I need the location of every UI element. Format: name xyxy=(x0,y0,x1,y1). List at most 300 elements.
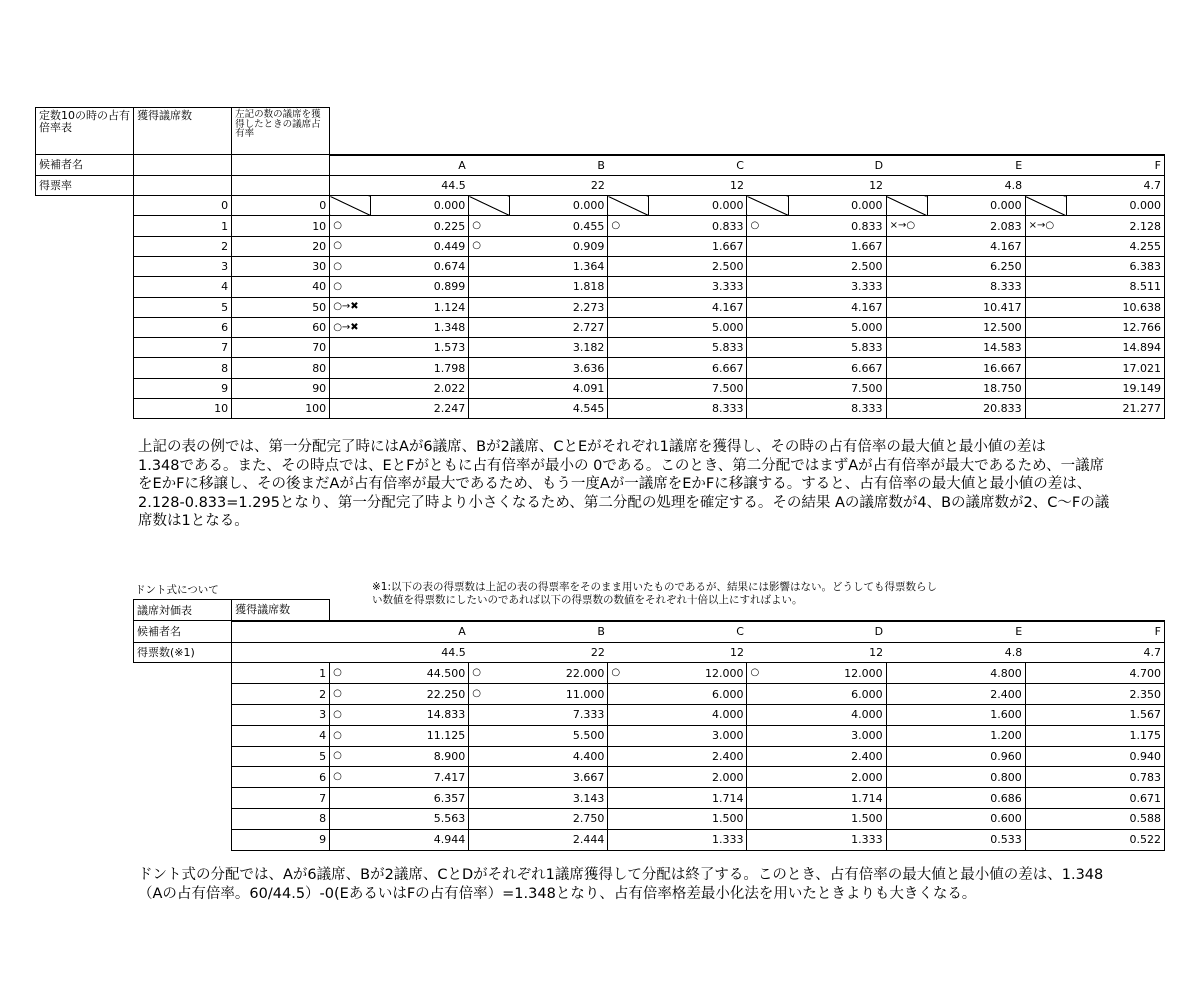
candidate-name: D xyxy=(747,621,886,642)
seat-share: 30 xyxy=(232,256,330,276)
blank-cell xyxy=(232,175,330,195)
allocation-mark xyxy=(330,338,371,358)
candidate-name: A xyxy=(330,621,469,642)
allocation-mark xyxy=(747,704,788,725)
allocation-mark: ○ xyxy=(469,216,510,236)
ratio-value: 4.167 xyxy=(788,297,886,317)
quotient-value: 4.000 xyxy=(788,704,886,725)
allocation-mark xyxy=(747,767,788,788)
candidate-name: B xyxy=(469,155,608,176)
quotient-value: 7.417 xyxy=(371,767,469,788)
ratio-value: 21.277 xyxy=(1066,399,1164,419)
quotient-value: 0.800 xyxy=(927,767,1025,788)
blank-cell xyxy=(36,378,134,398)
blank-cell xyxy=(134,746,232,767)
allocation-mark xyxy=(330,378,371,398)
allocation-mark xyxy=(469,746,510,767)
allocation-mark: ○ xyxy=(608,216,649,236)
table1-ratio-header: 左記の数の議席を獲得したときの議席占有率 xyxy=(232,108,330,155)
divisor: 2 xyxy=(232,684,330,705)
divisor: 1 xyxy=(232,663,330,684)
seat-count: 7 xyxy=(134,338,232,358)
dhondt-label: ドント式について xyxy=(135,584,219,596)
quotient-value: 2.000 xyxy=(788,767,886,788)
ratio-value: 10.417 xyxy=(927,297,1025,317)
quotient-value: 44.500 xyxy=(371,663,469,684)
ratio-value: 1.667 xyxy=(788,236,886,256)
quotient-value: 6.357 xyxy=(371,788,469,809)
quotient-value: 0.960 xyxy=(927,746,1025,767)
allocation-mark: ○ xyxy=(330,684,371,705)
ratio-value: 1.364 xyxy=(510,256,608,276)
allocation-mark xyxy=(886,236,927,256)
blank-cell xyxy=(134,829,232,850)
allocation-mark xyxy=(608,788,649,809)
allocation-mark: ○ xyxy=(330,236,371,256)
table-row xyxy=(134,746,1165,767)
allocation-mark: ○→✖ xyxy=(330,317,371,337)
allocation-mark: ○ xyxy=(330,216,371,236)
table-row xyxy=(36,378,1165,398)
allocation-mark xyxy=(608,746,649,767)
quotient-value: 4.000 xyxy=(649,704,747,725)
seat-share: 70 xyxy=(232,338,330,358)
ratio-value: 2.273 xyxy=(510,297,608,317)
diagonal-cell xyxy=(469,196,510,216)
seat-share: 60 xyxy=(232,317,330,337)
ratio-value: 2.500 xyxy=(649,256,747,276)
ratio-value: 1.573 xyxy=(371,338,469,358)
diagonal-cell xyxy=(330,196,371,216)
allocation-mark xyxy=(1025,358,1066,378)
allocation-mark xyxy=(886,684,927,705)
quotient-value: 3.000 xyxy=(649,725,747,746)
diagonal-cell xyxy=(886,196,927,216)
vote-count: 12 xyxy=(608,642,747,663)
quotient-value: 0.686 xyxy=(927,788,1025,809)
allocation-mark xyxy=(1025,236,1066,256)
allocation-mark xyxy=(1025,297,1066,317)
allocation-mark xyxy=(886,746,927,767)
ratio-value: 0.000 xyxy=(788,196,886,216)
quotient-value: 1.600 xyxy=(927,704,1025,725)
vote-rate: 12 xyxy=(747,175,886,195)
allocation-mark xyxy=(330,808,371,829)
quotient-value: 12.000 xyxy=(788,663,886,684)
divisor: 8 xyxy=(232,808,330,829)
ratio-value: 4.545 xyxy=(510,399,608,419)
allocation-mark: ○ xyxy=(330,725,371,746)
allocation-mark xyxy=(469,808,510,829)
blank-cell xyxy=(36,236,134,256)
quotient-value: 1.714 xyxy=(788,788,886,809)
table-row xyxy=(36,236,1165,256)
table-row xyxy=(134,788,1165,809)
allocation-mark xyxy=(1025,277,1066,297)
quotient-value: 2.400 xyxy=(649,746,747,767)
ratio-value: 5.833 xyxy=(788,338,886,358)
blank-cell xyxy=(134,725,232,746)
allocation-mark: ○ xyxy=(330,746,371,767)
quotient-value: 0.522 xyxy=(1066,829,1164,850)
allocation-mark xyxy=(330,829,371,850)
quotient-value: 2.750 xyxy=(510,808,608,829)
seat-share: 50 xyxy=(232,297,330,317)
quotient-value: 0.940 xyxy=(1066,746,1164,767)
table-row xyxy=(36,256,1165,276)
blank-cell xyxy=(134,155,232,176)
allocation-mark xyxy=(1025,725,1066,746)
allocation-mark: ○ xyxy=(330,704,371,725)
blank-cell xyxy=(36,358,134,378)
allocation-mark xyxy=(469,704,510,725)
quotient-value: 1.333 xyxy=(788,829,886,850)
ratio-value: 5.833 xyxy=(649,338,747,358)
allocation-mark xyxy=(886,829,927,850)
allocation-mark xyxy=(1025,746,1066,767)
divisor: 7 xyxy=(232,788,330,809)
allocation-mark xyxy=(469,378,510,398)
blank-cell xyxy=(134,684,232,705)
vote-count: 4.7 xyxy=(1025,642,1164,663)
ratio-value: 0.833 xyxy=(649,216,747,236)
blank-cell xyxy=(134,663,232,684)
allocation-mark xyxy=(747,256,788,276)
allocation-mark xyxy=(1025,399,1066,419)
allocation-mark xyxy=(747,746,788,767)
table2-seats-header: 獲得議席数 xyxy=(232,600,330,621)
seat-count: 9 xyxy=(134,378,232,398)
blank-cell xyxy=(36,216,134,236)
allocation-mark: ○ xyxy=(747,663,788,684)
seat-share: 80 xyxy=(232,358,330,378)
allocation-mark xyxy=(886,767,927,788)
quotient-value: 1.200 xyxy=(927,725,1025,746)
allocation-mark xyxy=(886,317,927,337)
ratio-value: 7.500 xyxy=(788,378,886,398)
quotient-value: 3.000 xyxy=(788,725,886,746)
allocation-mark xyxy=(1025,663,1066,684)
allocation-mark xyxy=(469,317,510,337)
quotient-value: 7.333 xyxy=(510,704,608,725)
vote-rate: 4.8 xyxy=(886,175,1025,195)
allocation-mark xyxy=(608,338,649,358)
ratio-value: 0.899 xyxy=(371,277,469,297)
allocation-mark xyxy=(886,358,927,378)
ratio-value: 12.500 xyxy=(927,317,1025,337)
candidate-name: B xyxy=(469,621,608,642)
ratio-value: 2.727 xyxy=(510,317,608,337)
table2-candidate-label: 候補者名 xyxy=(134,621,232,642)
allocation-mark xyxy=(747,829,788,850)
diagonal-cell xyxy=(1025,196,1066,216)
table2-title: 議席対価表 xyxy=(134,600,232,621)
ratio-value: 5.000 xyxy=(788,317,886,337)
allocation-mark xyxy=(886,663,927,684)
allocation-mark xyxy=(608,808,649,829)
ratio-value: 0.909 xyxy=(510,236,608,256)
quotient-value: 1.500 xyxy=(649,808,747,829)
blank-cell xyxy=(232,155,330,176)
quotient-value: 0.671 xyxy=(1066,788,1164,809)
ratio-value: 4.091 xyxy=(510,378,608,398)
allocation-mark xyxy=(608,277,649,297)
allocation-mark xyxy=(330,788,371,809)
ratio-value: 5.000 xyxy=(649,317,747,337)
table-row xyxy=(134,767,1165,788)
quotient-value: 14.833 xyxy=(371,704,469,725)
allocation-mark xyxy=(1025,704,1066,725)
seat-count: 3 xyxy=(134,256,232,276)
ratio-value: 4.167 xyxy=(649,297,747,317)
footnote-line: ※1:以下の表の得票数は上記の表の得票率をそのまま用いたものであるが、結果には影響はない。どうしても得票数らし xyxy=(372,581,938,593)
allocation-mark xyxy=(1025,256,1066,276)
seat-share: 90 xyxy=(232,378,330,398)
blank-cell xyxy=(134,767,232,788)
ratio-value: 1.818 xyxy=(510,277,608,297)
quotient-value: 22.000 xyxy=(510,663,608,684)
table-row xyxy=(134,829,1165,850)
allocation-mark xyxy=(469,399,510,419)
table-row xyxy=(36,317,1165,337)
seat-share: 100 xyxy=(232,399,330,419)
blank-cell xyxy=(36,277,134,297)
ratio-value: 3.333 xyxy=(649,277,747,297)
blank-cell xyxy=(134,704,232,725)
candidate-name-label: 候補者名 xyxy=(36,155,134,176)
ratio-value: 3.333 xyxy=(788,277,886,297)
allocation-mark xyxy=(747,725,788,746)
ratio-value: 2.083 xyxy=(927,216,1025,236)
seat-count: 1 xyxy=(134,216,232,236)
allocation-mark xyxy=(747,277,788,297)
quotient-value: 2.444 xyxy=(510,829,608,850)
candidate-name: F xyxy=(1025,155,1164,176)
allocation-mark: ○ xyxy=(469,663,510,684)
explanation-paragraph-2 xyxy=(138,866,1103,903)
allocation-mark: ○ xyxy=(469,684,510,705)
table-row xyxy=(36,338,1165,358)
table-row xyxy=(134,725,1165,746)
divisor: 3 xyxy=(232,704,330,725)
ratio-value: 0.674 xyxy=(371,256,469,276)
allocation-mark xyxy=(886,378,927,398)
candidate-name: F xyxy=(1025,621,1164,642)
allocation-mark xyxy=(747,297,788,317)
allocation-mark xyxy=(608,317,649,337)
table-row xyxy=(36,399,1165,419)
allocation-mark: ×→○ xyxy=(886,216,927,236)
quotient-value: 8.900 xyxy=(371,746,469,767)
table-row xyxy=(36,297,1165,317)
allocation-mark xyxy=(608,829,649,850)
occupancy-ratio-table xyxy=(35,107,1165,419)
allocation-mark: ○ xyxy=(747,216,788,236)
quotient-value: 4.700 xyxy=(1066,663,1164,684)
ratio-value: 17.021 xyxy=(1066,358,1164,378)
quotient-value: 6.000 xyxy=(788,684,886,705)
table-row xyxy=(36,358,1165,378)
paragraph2-line: ドント式の分配では、Aが6議席、Bが2議席、CとDがそれぞれ1議席獲得して分配は終了する。このとき、占有倍率の最大値と最小値の差は、1.348 xyxy=(138,867,1104,883)
vote-count: 4.8 xyxy=(886,642,1025,663)
allocation-mark xyxy=(747,338,788,358)
quotient-value: 2.000 xyxy=(649,767,747,788)
paragraph1-line: 席数は1となる。 xyxy=(138,513,249,530)
table-row xyxy=(36,216,1165,236)
candidate-name: C xyxy=(608,621,747,642)
seat-share: 10 xyxy=(232,216,330,236)
candidate-name: C xyxy=(608,155,747,176)
allocation-mark xyxy=(1025,684,1066,705)
quotient-value: 2.400 xyxy=(788,746,886,767)
allocation-mark xyxy=(469,256,510,276)
table1-title: 定数10の時の占有倍率表 xyxy=(36,108,134,155)
quotient-value: 0.533 xyxy=(927,829,1025,850)
allocation-mark xyxy=(469,277,510,297)
ratio-value: 1.798 xyxy=(371,358,469,378)
allocation-mark xyxy=(747,684,788,705)
seat-count: 5 xyxy=(134,297,232,317)
blank-cell xyxy=(36,256,134,276)
seat-count: 6 xyxy=(134,317,232,337)
ratio-value: 8.333 xyxy=(927,277,1025,297)
table1-seats-header: 獲得議席数 xyxy=(134,108,232,155)
quotient-value: 22.250 xyxy=(371,684,469,705)
allocation-mark: ×→○ xyxy=(1025,216,1066,236)
ratio-value: 2.022 xyxy=(371,378,469,398)
ratio-value: 0.225 xyxy=(371,216,469,236)
allocation-mark xyxy=(1025,338,1066,358)
allocation-mark: ○ xyxy=(469,236,510,256)
ratio-value: 1.348 xyxy=(371,317,469,337)
dhondt-table xyxy=(133,599,1165,851)
allocation-mark xyxy=(747,317,788,337)
allocation-mark xyxy=(886,704,927,725)
allocation-mark xyxy=(747,788,788,809)
allocation-mark xyxy=(1025,767,1066,788)
allocation-mark xyxy=(747,808,788,829)
allocation-mark xyxy=(886,277,927,297)
quotient-value: 11.125 xyxy=(371,725,469,746)
seat-count: 8 xyxy=(134,358,232,378)
seat-count: 4 xyxy=(134,277,232,297)
divisor: 5 xyxy=(232,746,330,767)
quotient-value: 0.588 xyxy=(1066,808,1164,829)
blank-cell xyxy=(134,808,232,829)
vote-count: 44.5 xyxy=(330,642,469,663)
ratio-value: 0.833 xyxy=(788,216,886,236)
quotient-value: 5.563 xyxy=(371,808,469,829)
table-row xyxy=(134,663,1165,684)
blank-cell xyxy=(36,297,134,317)
quotient-value: 4.400 xyxy=(510,746,608,767)
seat-share: 0 xyxy=(232,196,330,216)
candidate-name: E xyxy=(886,621,1025,642)
blank-cell xyxy=(36,196,134,216)
paragraph1-line: をEかFに移譲し、その後まだAが占有倍率が最大であるため、もう一度Aが一議席をEかFに移譲する。すると、占有倍率の最大値と最小値の差は、 xyxy=(138,476,1092,493)
ratio-value: 4.167 xyxy=(927,236,1025,256)
allocation-mark xyxy=(608,767,649,788)
quotient-value: 1.714 xyxy=(649,788,747,809)
allocation-mark xyxy=(1025,829,1066,850)
allocation-mark xyxy=(608,297,649,317)
allocation-mark xyxy=(1025,808,1066,829)
ratio-value: 0.000 xyxy=(510,196,608,216)
allocation-mark xyxy=(469,829,510,850)
allocation-mark xyxy=(330,399,371,419)
allocation-mark xyxy=(330,358,371,378)
ratio-value: 0.000 xyxy=(927,196,1025,216)
divisor: 9 xyxy=(232,829,330,850)
ratio-value: 6.250 xyxy=(927,256,1025,276)
allocation-mark xyxy=(469,788,510,809)
allocation-mark xyxy=(886,399,927,419)
ratio-value: 19.149 xyxy=(1066,378,1164,398)
allocation-mark xyxy=(469,297,510,317)
allocation-mark: ○→✖ xyxy=(330,297,371,317)
blank-cell xyxy=(36,338,134,358)
table-row xyxy=(36,277,1165,297)
quotient-value: 1.333 xyxy=(649,829,747,850)
allocation-mark: ○ xyxy=(330,277,371,297)
diagonal-cell xyxy=(608,196,649,216)
allocation-mark xyxy=(469,338,510,358)
allocation-mark xyxy=(747,236,788,256)
ratio-value: 12.766 xyxy=(1066,317,1164,337)
ratio-value: 8.333 xyxy=(788,399,886,419)
quotient-value: 11.000 xyxy=(510,684,608,705)
blank-cell xyxy=(36,317,134,337)
ratio-value: 1.667 xyxy=(649,236,747,256)
allocation-mark xyxy=(608,236,649,256)
quotient-value: 3.667 xyxy=(510,767,608,788)
vote-count: 12 xyxy=(747,642,886,663)
ratio-value: 2.128 xyxy=(1066,216,1164,236)
allocation-mark: ○ xyxy=(608,663,649,684)
ratio-value: 14.894 xyxy=(1066,338,1164,358)
allocation-mark: ○ xyxy=(330,767,371,788)
ratio-value: 14.583 xyxy=(927,338,1025,358)
candidate-name: D xyxy=(747,155,886,176)
vote-rate: 22 xyxy=(469,175,608,195)
vote-rate: 4.7 xyxy=(1025,175,1164,195)
allocation-mark: ○ xyxy=(330,256,371,276)
allocation-mark xyxy=(608,725,649,746)
allocation-mark xyxy=(608,704,649,725)
allocation-mark xyxy=(747,378,788,398)
quotient-value: 1.500 xyxy=(788,808,886,829)
paragraph1-line: 上記の表の例では、第一分配完了時にはAが6議席、Bが2議席、CとEがそれぞれ1議席を獲得し、その時の占有倍率の最大値と最小値の差は xyxy=(138,439,1046,455)
table-row xyxy=(36,196,1165,216)
quotient-value: 0.783 xyxy=(1066,767,1164,788)
vote-rate-label: 得票率 xyxy=(36,175,134,195)
table-row xyxy=(134,704,1165,725)
ratio-value: 1.124 xyxy=(371,297,469,317)
quotient-value: 1.175 xyxy=(1066,725,1164,746)
allocation-mark xyxy=(469,767,510,788)
quotient-value: 0.600 xyxy=(927,808,1025,829)
explanation-paragraph-1 xyxy=(138,438,1109,531)
footnote-line: い数値を得票数にしたいのであれば以下の得票数の数値をそれぞれ十倍以上にすればよい。 xyxy=(372,594,803,606)
table-row xyxy=(134,808,1165,829)
ratio-value: 8.333 xyxy=(649,399,747,419)
table-row xyxy=(134,684,1165,705)
ratio-value: 20.833 xyxy=(927,399,1025,419)
ratio-value: 3.182 xyxy=(510,338,608,358)
seat-count: 2 xyxy=(134,236,232,256)
paragraph2-line: （Aの占有倍率。60/44.5）-0(EあるいはFの占有倍率）=1.348となり、占有倍率格差最小化法を用いたときよりも大きくなる。 xyxy=(138,885,977,902)
quotient-value: 12.000 xyxy=(649,663,747,684)
